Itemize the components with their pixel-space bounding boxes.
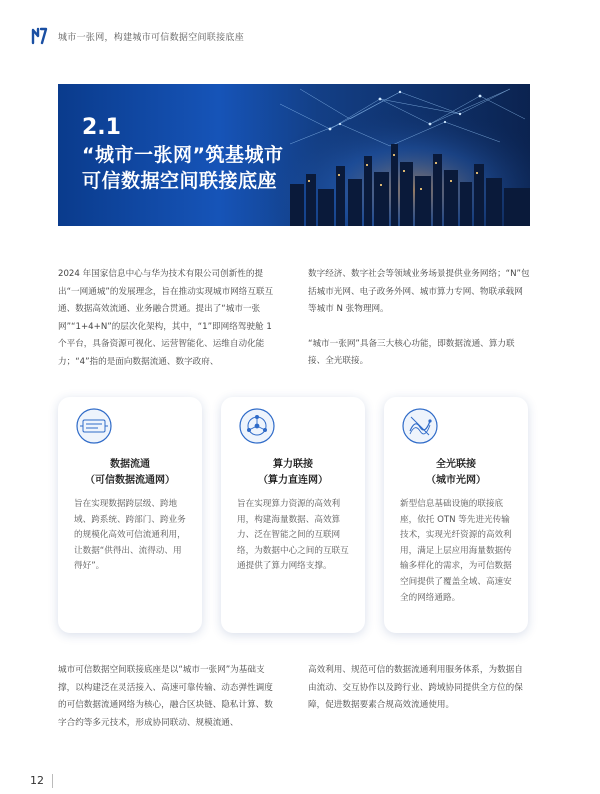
hero-banner <box>58 84 530 226</box>
card-title <box>58 457 202 489</box>
bottom-right-column <box>308 662 530 715</box>
bottom-paragraph: 城市可信数据空间联接底座是以“城市一张网”为基础支撑，以构建泛在灵活接入、高速可靠传输、动态弹性调度的可信数据流通网络为核心，融合区块链、隐私计算、数字合约等多元技术，形成协同联动、规模流通、 <box>58 665 273 728</box>
bottom-paragraph: 高效利用、规范可信的数据流通利用服务体系，为数据自由流动、交互协作以及跨行业、跨域协同提供全方位的保障，促进数据要素合规高效流通使用。 <box>308 665 523 710</box>
card-title-sub: （城市光网） <box>426 475 486 486</box>
header-title: 城市一张网，构建城市可信数据空间联接底座 <box>58 32 245 43</box>
page-number: 12 <box>30 774 44 787</box>
footer-divider <box>52 774 53 788</box>
card-title-main: 全光联接 <box>436 459 476 470</box>
bottom-left-column <box>58 662 280 732</box>
data-flow-icon <box>71 403 117 449</box>
card-title <box>384 457 528 489</box>
card-body: 新型信息基础设施的联接底座，依托 OTN 等先进光传输技术，实现光纤资源的高效利用，满足上层应用海量数据传输多样化的需求，为可信数据空间提供了覆盖全域、高速安全的网络通路。 <box>400 499 512 603</box>
intro-paragraph: 数字经济、数字社会等领域业务场景提供业务网络；“N”包括城市光网、电子政务外网、城市算力专网、物联承载网等城市 N 张物理网。 <box>308 269 530 314</box>
hero-title-line2: 可信数据空间联接底座 <box>82 170 278 192</box>
card-body: 旨在实现算力资源的高效利用，构建海量数据、高效算力、泛在智能之间的互联网络，为数据中心之间的互联互通提供了算力网络支撑。 <box>237 499 349 572</box>
card-title-sub: （算力直连网） <box>258 475 328 486</box>
intro-right-column <box>308 266 530 388</box>
card-body: 旨在实现数据跨层级、跨地域、跨系统、跨部门、跨业务的规模化高效可信流通利用，让数据“供得出、流得动、用得好”。 <box>74 499 186 572</box>
card-compute-network <box>221 397 365 633</box>
logo-icon <box>30 26 50 46</box>
card-title-sub: （可信数据流通网） <box>85 475 175 486</box>
intro-paragraph: 2024 年国家信息中心与华为技术有限公司创新性的提出“一网通城”的发展理念，旨在推动实现城市网络互联互通、数据高效流通、业务融合贯通。提出了“城市一张网”“1+4+N”的层次化架构，其中，“1”即网络驾驶舱 1 个平台，具备资源可视化、运营智能化、运维自动化能力；“4”指的是面向数据流通、数字政府、 <box>58 269 274 367</box>
card-title-main: 数据流通 <box>110 459 150 470</box>
compute-network-icon <box>234 403 280 449</box>
section-number: 2.1 <box>82 115 121 140</box>
intro-paragraph: “城市一张网”具备三大核心功能，即数据流通、算力联接、全光联接。 <box>308 338 515 366</box>
card-optical-network <box>384 397 528 633</box>
card-title-main: 算力联接 <box>273 459 313 470</box>
intro-left-column <box>58 266 280 371</box>
city-skyline-image <box>270 84 530 226</box>
hero-title-line1: “城市一张网”筑基城市 <box>82 144 284 166</box>
card-data-flow <box>58 397 202 633</box>
hero-title <box>82 114 283 194</box>
optical-network-icon <box>397 403 443 449</box>
card-title <box>221 457 365 489</box>
page-header <box>30 26 244 46</box>
